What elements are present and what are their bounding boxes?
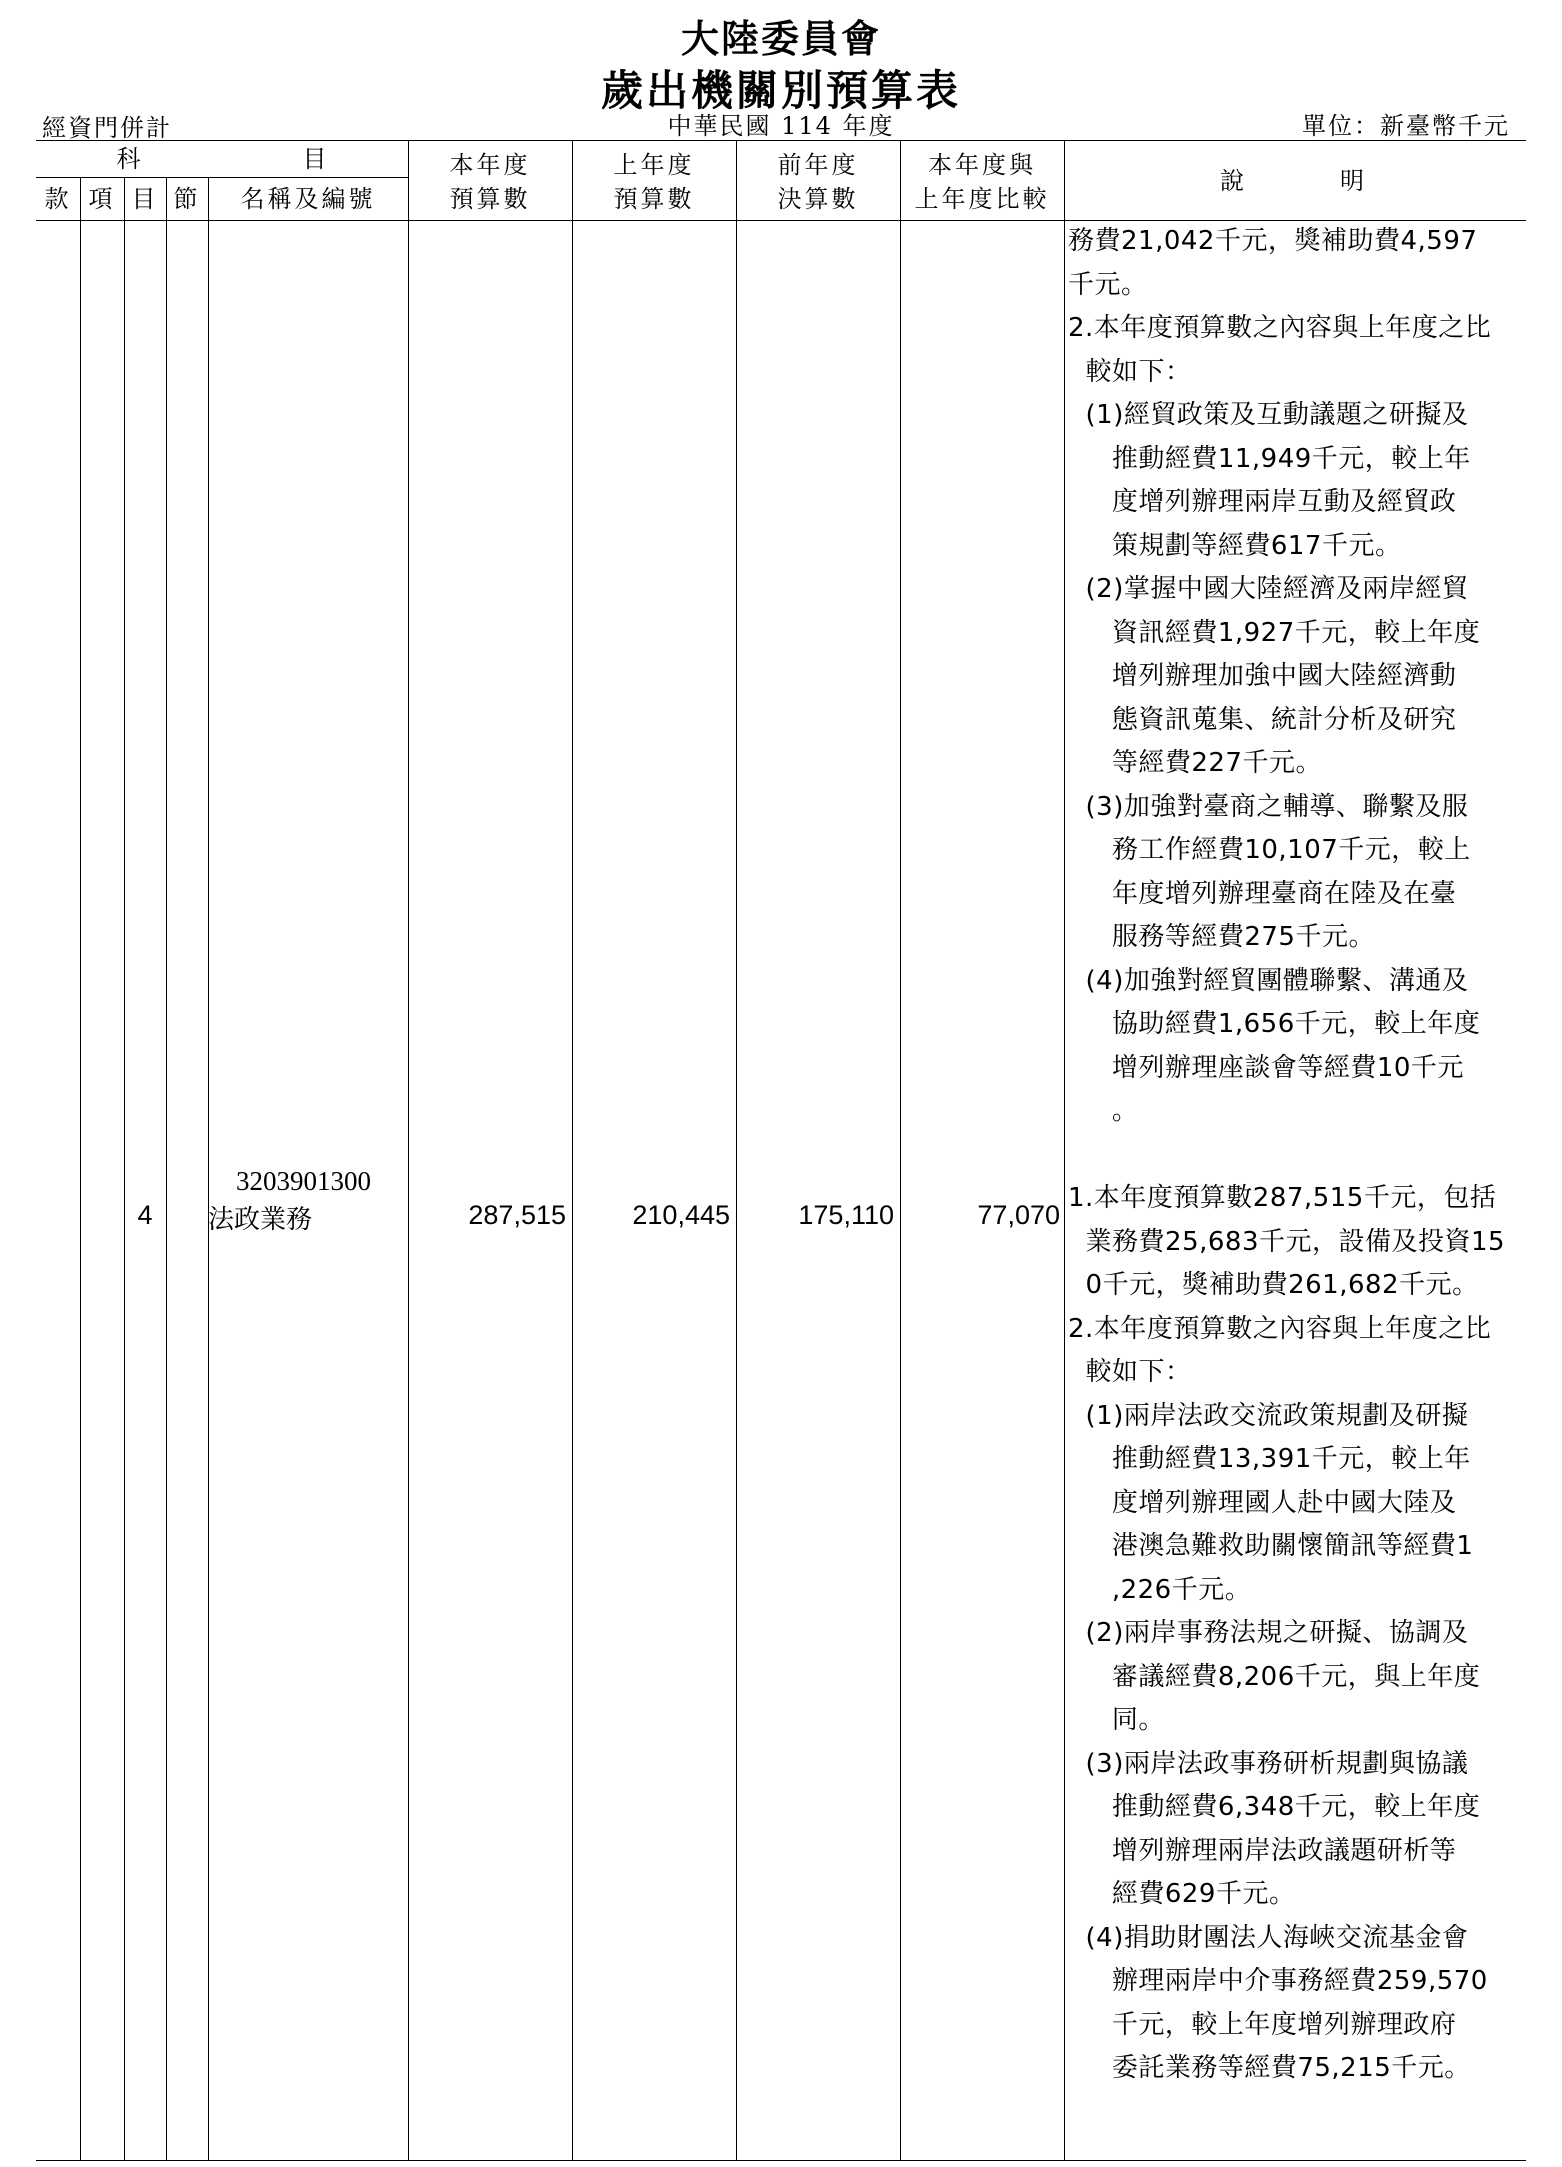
currency-unit: 單位：新臺幣千元 <box>1302 112 1510 140</box>
description-line: 資訊經費1,927千元，較上年度 <box>1068 617 1481 648</box>
agency-title: 大陸委員會 <box>680 16 881 61</box>
description-line: 態資訊蒐集、統計分析及研究 <box>1068 704 1457 735</box>
description-line: (3)兩岸法政事務研析規劃與協議 <box>1068 1748 1469 1779</box>
description-line: 增列辦理兩岸法政議題研析等 <box>1068 1835 1457 1866</box>
row-current-budget: 287,515 <box>468 1200 566 1230</box>
description-line: 委託業務等經費75,215千元。 <box>1068 2053 1471 2083</box>
col-jie: 節 <box>173 185 201 213</box>
col-previous-line1: 上年度 <box>613 151 695 179</box>
report-title: 歲出機關別預算表 <box>600 66 961 115</box>
description-text <box>1068 220 1524 2091</box>
col-kuan: 款 <box>44 185 72 213</box>
description-line: (2)兩岸事務法規之研擬、協調及 <box>1068 1618 1469 1648</box>
description-line: (1)兩岸法政交流政策規劃及研擬 <box>1068 1400 1469 1431</box>
description-line: 度增列辦理國人赴中國大陸及 <box>1068 1487 1457 1518</box>
description-line: 年度增列辦理臺商在陸及在臺 <box>1068 878 1457 909</box>
description-line: (1)經貿政策及互動議題之研擬及 <box>1068 400 1469 430</box>
description-line: 服務等經費275千元。 <box>1068 922 1375 952</box>
col-xiang: 項 <box>88 185 116 213</box>
description-line: 經費629千元。 <box>1068 1879 1296 1909</box>
col-compare-line1: 本年度與 <box>928 151 1036 179</box>
description-line: 度增列辦理兩岸互動及經貿政 <box>1068 487 1457 517</box>
subject-header-2: 目 <box>302 145 330 173</box>
col-description: 說 明 <box>1220 167 1370 195</box>
fiscal-year: 中華民國 114 年度 <box>667 112 895 140</box>
description-line: 務工作經費10,107千元，較上 <box>1068 835 1471 865</box>
description-line: 務費21,042千元，獎補助費4,597 <box>1068 226 1478 256</box>
col-mu: 目 <box>131 185 159 213</box>
col-current-line2: 預算數 <box>449 185 531 213</box>
description-line: (4)加強對經貿團體聯繫、溝通及 <box>1068 965 1469 996</box>
description-line: 1.本年度預算數287,515千元，包括 <box>1068 1183 1497 1213</box>
row-name: 法政業務 <box>208 1205 313 1235</box>
description-line: 協助經費1,656千元，較上年度 <box>1068 1009 1481 1039</box>
description-line: 較如下： <box>1068 356 1192 387</box>
description-line: 2.本年度預算數之內容與上年度之比 <box>1068 1313 1492 1344</box>
description-line: 。 <box>1068 1096 1139 1126</box>
description-line: 推動經費6,348千元，較上年度 <box>1068 1792 1481 1822</box>
description-line: 審議經費8,206千元，與上年度 <box>1068 1661 1481 1692</box>
col-prior-line1: 前年度 <box>777 151 859 179</box>
description-line: ,226千元。 <box>1068 1574 1252 1605</box>
description-line: 千元。 <box>1068 269 1148 300</box>
subject-header-1: 科 <box>116 145 144 173</box>
row-mu: 4 <box>137 1200 153 1230</box>
description-line: (3)加強對臺商之輔導、聯繫及服 <box>1068 791 1469 822</box>
description-line: 等經費227千元。 <box>1068 748 1322 778</box>
description-line: 推動經費11,949千元，較上年 <box>1068 443 1471 474</box>
description-line: 千元，較上年度增列辦理政府 <box>1068 2009 1457 2040</box>
description-line: 增列辦理座談會等經費10千元 <box>1068 1052 1464 1083</box>
col-current-line1: 本年度 <box>449 151 531 179</box>
description-line: 推動經費13,391千元，較上年 <box>1068 1444 1471 1474</box>
description-line: 較如下： <box>1068 1357 1192 1387</box>
row-comparison: 77,070 <box>977 1200 1060 1230</box>
col-compare-line2: 上年度比較 <box>914 185 1050 213</box>
description-line: (2)掌握中國大陸經濟及兩岸經貿 <box>1068 574 1469 604</box>
description-line: 增列辦理加強中國大陸經濟動 <box>1068 661 1457 691</box>
description-line: 業務費25,683千元，設備及投資15 <box>1068 1226 1506 1257</box>
description-line <box>1068 1134 1524 1178</box>
row-code: 3203901300 <box>236 1166 371 1196</box>
description-line: 同。 <box>1068 1705 1165 1735</box>
description-line: 0千元，獎補助費261,682千元。 <box>1068 1270 1479 1300</box>
description-line: 辦理兩岸中介事務經費259,570 <box>1068 1966 1488 1996</box>
row-previous-budget: 210,445 <box>632 1200 730 1230</box>
description-line: 港澳急難救助關懷簡訊等經費1 <box>1068 1531 1474 1561</box>
description-line: (4)捐助財團法人海峽交流基金會 <box>1068 1922 1469 1953</box>
description-line: 2.本年度預算數之內容與上年度之比 <box>1068 313 1492 343</box>
col-previous-line2: 預算數 <box>613 185 695 213</box>
description-line: 策規劃等經費617千元。 <box>1068 530 1402 561</box>
row-prior-actual: 175,110 <box>798 1200 894 1230</box>
col-prior-line2: 決算數 <box>777 185 859 213</box>
col-name-code: 名稱及編號 <box>240 185 376 213</box>
scope-note: 經資門併計 <box>42 114 172 142</box>
